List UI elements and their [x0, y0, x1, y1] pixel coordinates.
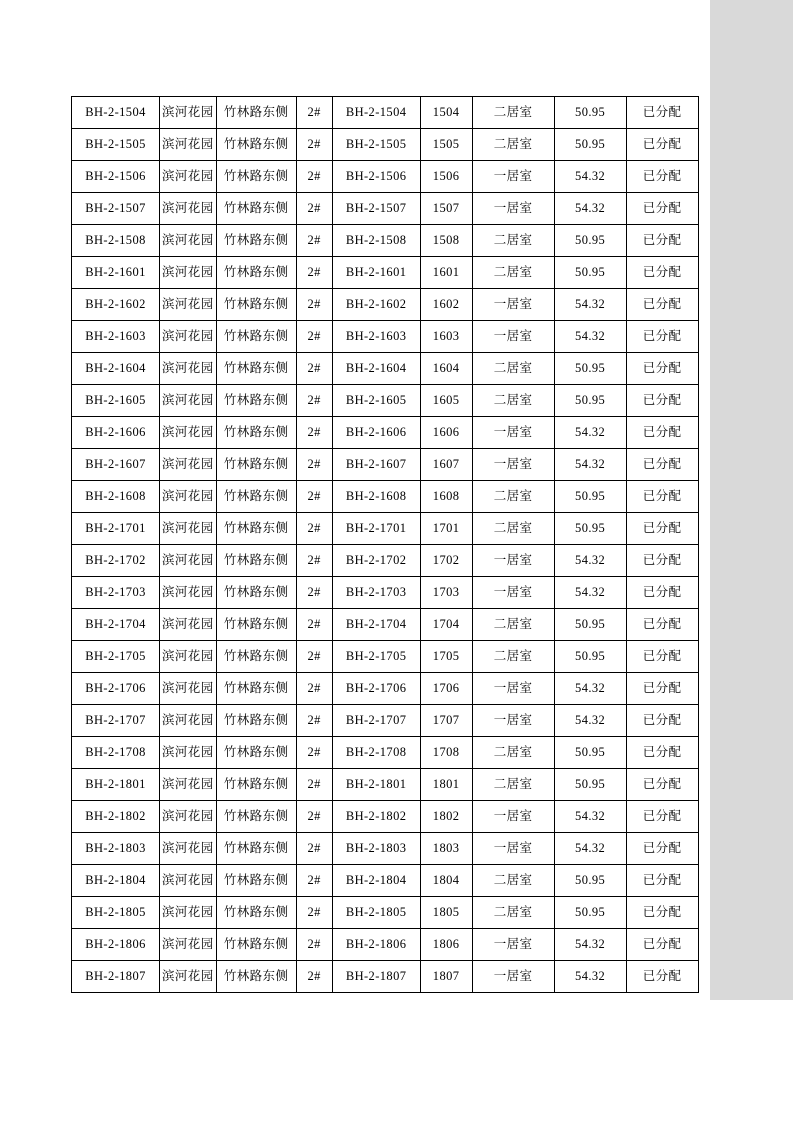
cell-building: 2# — [296, 961, 332, 993]
cell-code: BH-2-1804 — [72, 865, 160, 897]
cell-location: 竹林路东侧 — [216, 449, 296, 481]
cell-code: BH-2-1608 — [72, 481, 160, 513]
cell-area: 50.95 — [554, 225, 626, 257]
cell-area: 54.32 — [554, 929, 626, 961]
cell-project: 滨河花园 — [160, 417, 217, 449]
table-row — [72, 737, 699, 769]
cell-unit-code: BH-2-1802 — [332, 801, 420, 833]
cell-area: 54.32 — [554, 961, 626, 993]
cell-area: 54.32 — [554, 705, 626, 737]
cell-building: 2# — [296, 801, 332, 833]
cell-status: 已分配 — [626, 961, 698, 993]
cell-area: 50.95 — [554, 257, 626, 289]
cell-area: 54.32 — [554, 545, 626, 577]
cell-location: 竹林路东侧 — [216, 545, 296, 577]
cell-location: 竹林路东侧 — [216, 737, 296, 769]
cell-area: 54.32 — [554, 801, 626, 833]
cell-status: 已分配 — [626, 97, 698, 129]
cell-unit-code: BH-2-1505 — [332, 129, 420, 161]
cell-room: 1506 — [420, 161, 472, 193]
cell-status: 已分配 — [626, 449, 698, 481]
cell-building: 2# — [296, 257, 332, 289]
cell-building: 2# — [296, 769, 332, 801]
cell-location: 竹林路东侧 — [216, 193, 296, 225]
cell-room: 1505 — [420, 129, 472, 161]
cell-location: 竹林路东侧 — [216, 833, 296, 865]
cell-unit-code: BH-2-1606 — [332, 417, 420, 449]
cell-area: 50.95 — [554, 641, 626, 673]
table-row — [72, 513, 699, 545]
cell-project: 滨河花园 — [160, 161, 217, 193]
cell-layout: 一居室 — [472, 289, 554, 321]
housing-table-container — [71, 96, 699, 993]
cell-status: 已分配 — [626, 513, 698, 545]
cell-layout: 二居室 — [472, 353, 554, 385]
cell-building: 2# — [296, 481, 332, 513]
cell-code: BH-2-1708 — [72, 737, 160, 769]
cell-room: 1708 — [420, 737, 472, 769]
cell-unit-code: BH-2-1608 — [332, 481, 420, 513]
cell-code: BH-2-1604 — [72, 353, 160, 385]
cell-layout: 一居室 — [472, 961, 554, 993]
cell-building: 2# — [296, 289, 332, 321]
cell-layout: 二居室 — [472, 609, 554, 641]
cell-project: 滨河花园 — [160, 705, 217, 737]
cell-area: 50.95 — [554, 481, 626, 513]
cell-location: 竹林路东侧 — [216, 481, 296, 513]
cell-status: 已分配 — [626, 257, 698, 289]
cell-layout: 二居室 — [472, 257, 554, 289]
cell-building: 2# — [296, 833, 332, 865]
cell-area: 50.95 — [554, 513, 626, 545]
cell-area: 54.32 — [554, 577, 626, 609]
cell-area: 54.32 — [554, 673, 626, 705]
cell-layout: 二居室 — [472, 129, 554, 161]
cell-room: 1608 — [420, 481, 472, 513]
table-row — [72, 673, 699, 705]
cell-unit-code: BH-2-1605 — [332, 385, 420, 417]
table-row — [72, 769, 699, 801]
cell-location: 竹林路东侧 — [216, 705, 296, 737]
cell-room: 1607 — [420, 449, 472, 481]
cell-area: 50.95 — [554, 865, 626, 897]
cell-unit-code: BH-2-1801 — [332, 769, 420, 801]
cell-layout: 二居室 — [472, 865, 554, 897]
cell-code: BH-2-1602 — [72, 289, 160, 321]
cell-status: 已分配 — [626, 833, 698, 865]
cell-project: 滨河花园 — [160, 321, 217, 353]
cell-project: 滨河花园 — [160, 865, 217, 897]
cell-code: BH-2-1504 — [72, 97, 160, 129]
cell-project: 滨河花园 — [160, 801, 217, 833]
cell-layout: 一居室 — [472, 161, 554, 193]
table-row — [72, 705, 699, 737]
cell-code: BH-2-1506 — [72, 161, 160, 193]
cell-unit-code: BH-2-1703 — [332, 577, 420, 609]
cell-location: 竹林路东侧 — [216, 417, 296, 449]
cell-unit-code: BH-2-1508 — [332, 225, 420, 257]
cell-project: 滨河花园 — [160, 97, 217, 129]
cell-location: 竹林路东侧 — [216, 161, 296, 193]
cell-location: 竹林路东侧 — [216, 769, 296, 801]
cell-unit-code: BH-2-1602 — [332, 289, 420, 321]
table-row — [72, 449, 699, 481]
table-row — [72, 481, 699, 513]
cell-project: 滨河花园 — [160, 769, 217, 801]
cell-unit-code: BH-2-1701 — [332, 513, 420, 545]
cell-unit-code: BH-2-1704 — [332, 609, 420, 641]
cell-status: 已分配 — [626, 545, 698, 577]
cell-code: BH-2-1701 — [72, 513, 160, 545]
table-row — [72, 385, 699, 417]
cell-code: BH-2-1607 — [72, 449, 160, 481]
cell-layout: 二居室 — [472, 225, 554, 257]
cell-area: 54.32 — [554, 161, 626, 193]
cell-building: 2# — [296, 97, 332, 129]
cell-room: 1802 — [420, 801, 472, 833]
cell-status: 已分配 — [626, 161, 698, 193]
cell-building: 2# — [296, 577, 332, 609]
cell-code: BH-2-1705 — [72, 641, 160, 673]
cell-layout: 一居室 — [472, 673, 554, 705]
cell-building: 2# — [296, 897, 332, 929]
cell-status: 已分配 — [626, 737, 698, 769]
cell-project: 滨河花园 — [160, 385, 217, 417]
cell-area: 50.95 — [554, 385, 626, 417]
table-row — [72, 801, 699, 833]
cell-layout: 二居室 — [472, 897, 554, 929]
cell-status: 已分配 — [626, 929, 698, 961]
cell-area: 50.95 — [554, 97, 626, 129]
cell-area: 54.32 — [554, 321, 626, 353]
cell-room: 1602 — [420, 289, 472, 321]
cell-location: 竹林路东侧 — [216, 865, 296, 897]
cell-unit-code: BH-2-1806 — [332, 929, 420, 961]
cell-status: 已分配 — [626, 801, 698, 833]
cell-building: 2# — [296, 865, 332, 897]
cell-location: 竹林路东侧 — [216, 801, 296, 833]
cell-status: 已分配 — [626, 673, 698, 705]
cell-status: 已分配 — [626, 897, 698, 929]
cell-layout: 一居室 — [472, 193, 554, 225]
cell-building: 2# — [296, 609, 332, 641]
cell-code: BH-2-1801 — [72, 769, 160, 801]
housing-allocation-table — [71, 96, 699, 993]
table-row — [72, 577, 699, 609]
cell-building: 2# — [296, 129, 332, 161]
cell-layout: 二居室 — [472, 97, 554, 129]
cell-status: 已分配 — [626, 385, 698, 417]
cell-status: 已分配 — [626, 705, 698, 737]
cell-status: 已分配 — [626, 641, 698, 673]
cell-code: BH-2-1606 — [72, 417, 160, 449]
cell-unit-code: BH-2-1702 — [332, 545, 420, 577]
cell-location: 竹林路东侧 — [216, 97, 296, 129]
cell-project: 滨河花园 — [160, 641, 217, 673]
cell-room: 1801 — [420, 769, 472, 801]
cell-status: 已分配 — [626, 321, 698, 353]
cell-unit-code: BH-2-1706 — [332, 673, 420, 705]
table-row — [72, 225, 699, 257]
table-row — [72, 321, 699, 353]
cell-location: 竹林路东侧 — [216, 577, 296, 609]
cell-location: 竹林路东侧 — [216, 513, 296, 545]
cell-code: BH-2-1803 — [72, 833, 160, 865]
cell-room: 1707 — [420, 705, 472, 737]
cell-layout: 一居室 — [472, 545, 554, 577]
cell-room: 1807 — [420, 961, 472, 993]
cell-location: 竹林路东侧 — [216, 385, 296, 417]
cell-unit-code: BH-2-1506 — [332, 161, 420, 193]
cell-location: 竹林路东侧 — [216, 353, 296, 385]
table-row — [72, 161, 699, 193]
cell-room: 1604 — [420, 353, 472, 385]
cell-unit-code: BH-2-1805 — [332, 897, 420, 929]
cell-room: 1803 — [420, 833, 472, 865]
cell-building: 2# — [296, 161, 332, 193]
table-row — [72, 417, 699, 449]
cell-area: 54.32 — [554, 417, 626, 449]
cell-room: 1507 — [420, 193, 472, 225]
cell-room: 1804 — [420, 865, 472, 897]
cell-room: 1704 — [420, 609, 472, 641]
cell-area: 50.95 — [554, 129, 626, 161]
cell-room: 1508 — [420, 225, 472, 257]
cell-building: 2# — [296, 385, 332, 417]
cell-unit-code: BH-2-1601 — [332, 257, 420, 289]
cell-status: 已分配 — [626, 353, 698, 385]
cell-building: 2# — [296, 705, 332, 737]
cell-building: 2# — [296, 417, 332, 449]
cell-building: 2# — [296, 449, 332, 481]
cell-status: 已分配 — [626, 225, 698, 257]
cell-area: 50.95 — [554, 737, 626, 769]
cell-project: 滨河花园 — [160, 289, 217, 321]
cell-unit-code: BH-2-1504 — [332, 97, 420, 129]
cell-location: 竹林路东侧 — [216, 225, 296, 257]
table-row — [72, 193, 699, 225]
cell-status: 已分配 — [626, 193, 698, 225]
cell-area: 50.95 — [554, 897, 626, 929]
cell-unit-code: BH-2-1604 — [332, 353, 420, 385]
cell-building: 2# — [296, 225, 332, 257]
table-row — [72, 545, 699, 577]
cell-project: 滨河花园 — [160, 353, 217, 385]
cell-layout: 二居室 — [472, 385, 554, 417]
cell-project: 滨河花园 — [160, 609, 217, 641]
cell-location: 竹林路东侧 — [216, 897, 296, 929]
cell-room: 1806 — [420, 929, 472, 961]
cell-status: 已分配 — [626, 417, 698, 449]
cell-room: 1603 — [420, 321, 472, 353]
cell-code: BH-2-1706 — [72, 673, 160, 705]
cell-layout: 一居室 — [472, 705, 554, 737]
cell-location: 竹林路东侧 — [216, 609, 296, 641]
cell-building: 2# — [296, 737, 332, 769]
cell-code: BH-2-1805 — [72, 897, 160, 929]
cell-unit-code: BH-2-1708 — [332, 737, 420, 769]
cell-unit-code: BH-2-1507 — [332, 193, 420, 225]
cell-location: 竹林路东侧 — [216, 961, 296, 993]
cell-building: 2# — [296, 545, 332, 577]
cell-code: BH-2-1603 — [72, 321, 160, 353]
cell-project: 滨河花园 — [160, 577, 217, 609]
cell-code: BH-2-1508 — [72, 225, 160, 257]
table-row — [72, 289, 699, 321]
table-row — [72, 929, 699, 961]
table-row — [72, 97, 699, 129]
cell-project: 滨河花园 — [160, 961, 217, 993]
cell-layout: 一居室 — [472, 833, 554, 865]
cell-project: 滨河花园 — [160, 897, 217, 929]
cell-room: 1702 — [420, 545, 472, 577]
table-row — [72, 257, 699, 289]
cell-layout: 二居室 — [472, 513, 554, 545]
cell-layout: 二居室 — [472, 641, 554, 673]
cell-location: 竹林路东侧 — [216, 129, 296, 161]
table-row — [72, 353, 699, 385]
cell-area: 54.32 — [554, 289, 626, 321]
cell-project: 滨河花园 — [160, 673, 217, 705]
cell-area: 54.32 — [554, 833, 626, 865]
cell-area: 50.95 — [554, 609, 626, 641]
cell-status: 已分配 — [626, 129, 698, 161]
cell-status: 已分配 — [626, 481, 698, 513]
cell-status: 已分配 — [626, 289, 698, 321]
cell-building: 2# — [296, 321, 332, 353]
cell-layout: 二居室 — [472, 481, 554, 513]
cell-room: 1703 — [420, 577, 472, 609]
cell-code: BH-2-1702 — [72, 545, 160, 577]
cell-project: 滨河花园 — [160, 833, 217, 865]
cell-project: 滨河花园 — [160, 257, 217, 289]
cell-code: BH-2-1703 — [72, 577, 160, 609]
cell-project: 滨河花园 — [160, 481, 217, 513]
cell-layout: 二居室 — [472, 737, 554, 769]
cell-unit-code: BH-2-1607 — [332, 449, 420, 481]
cell-layout: 一居室 — [472, 449, 554, 481]
cell-project: 滨河花园 — [160, 737, 217, 769]
cell-project: 滨河花园 — [160, 929, 217, 961]
cell-project: 滨河花园 — [160, 225, 217, 257]
table-row — [72, 129, 699, 161]
cell-code: BH-2-1802 — [72, 801, 160, 833]
cell-location: 竹林路东侧 — [216, 673, 296, 705]
cell-status: 已分配 — [626, 769, 698, 801]
cell-room: 1606 — [420, 417, 472, 449]
cell-location: 竹林路东侧 — [216, 257, 296, 289]
table-row — [72, 833, 699, 865]
cell-area: 54.32 — [554, 193, 626, 225]
cell-building: 2# — [296, 673, 332, 705]
cell-room: 1504 — [420, 97, 472, 129]
cell-area: 50.95 — [554, 353, 626, 385]
cell-layout: 一居室 — [472, 801, 554, 833]
cell-room: 1706 — [420, 673, 472, 705]
cell-code: BH-2-1704 — [72, 609, 160, 641]
table-body — [72, 97, 699, 993]
cell-room: 1605 — [420, 385, 472, 417]
cell-building: 2# — [296, 929, 332, 961]
cell-unit-code: BH-2-1807 — [332, 961, 420, 993]
cell-unit-code: BH-2-1707 — [332, 705, 420, 737]
cell-building: 2# — [296, 193, 332, 225]
cell-status: 已分配 — [626, 865, 698, 897]
cell-project: 滨河花园 — [160, 129, 217, 161]
cell-room: 1601 — [420, 257, 472, 289]
cell-unit-code: BH-2-1803 — [332, 833, 420, 865]
table-row — [72, 961, 699, 993]
cell-layout: 一居室 — [472, 417, 554, 449]
cell-building: 2# — [296, 641, 332, 673]
cell-unit-code: BH-2-1804 — [332, 865, 420, 897]
cell-room: 1701 — [420, 513, 472, 545]
table-row — [72, 865, 699, 897]
cell-unit-code: BH-2-1603 — [332, 321, 420, 353]
cell-room: 1805 — [420, 897, 472, 929]
cell-area: 54.32 — [554, 449, 626, 481]
cell-code: BH-2-1806 — [72, 929, 160, 961]
cell-layout: 二居室 — [472, 769, 554, 801]
cell-code: BH-2-1601 — [72, 257, 160, 289]
cell-status: 已分配 — [626, 577, 698, 609]
cell-room: 1705 — [420, 641, 472, 673]
cell-status: 已分配 — [626, 609, 698, 641]
cell-project: 滨河花园 — [160, 449, 217, 481]
cell-project: 滨河花园 — [160, 513, 217, 545]
cell-location: 竹林路东侧 — [216, 929, 296, 961]
cell-layout: 一居室 — [472, 577, 554, 609]
cell-project: 滨河花园 — [160, 193, 217, 225]
cell-unit-code: BH-2-1705 — [332, 641, 420, 673]
cell-code: BH-2-1807 — [72, 961, 160, 993]
cell-layout: 一居室 — [472, 321, 554, 353]
cell-area: 50.95 — [554, 769, 626, 801]
cell-location: 竹林路东侧 — [216, 641, 296, 673]
cell-building: 2# — [296, 513, 332, 545]
cell-code: BH-2-1707 — [72, 705, 160, 737]
table-row — [72, 641, 699, 673]
cell-location: 竹林路东侧 — [216, 289, 296, 321]
cell-location: 竹林路东侧 — [216, 321, 296, 353]
table-row — [72, 897, 699, 929]
cell-layout: 一居室 — [472, 929, 554, 961]
cell-building: 2# — [296, 353, 332, 385]
table-row — [72, 609, 699, 641]
cell-project: 滨河花园 — [160, 545, 217, 577]
cell-code: BH-2-1605 — [72, 385, 160, 417]
cell-code: BH-2-1505 — [72, 129, 160, 161]
page-margin-strip — [710, 0, 793, 1000]
cell-code: BH-2-1507 — [72, 193, 160, 225]
